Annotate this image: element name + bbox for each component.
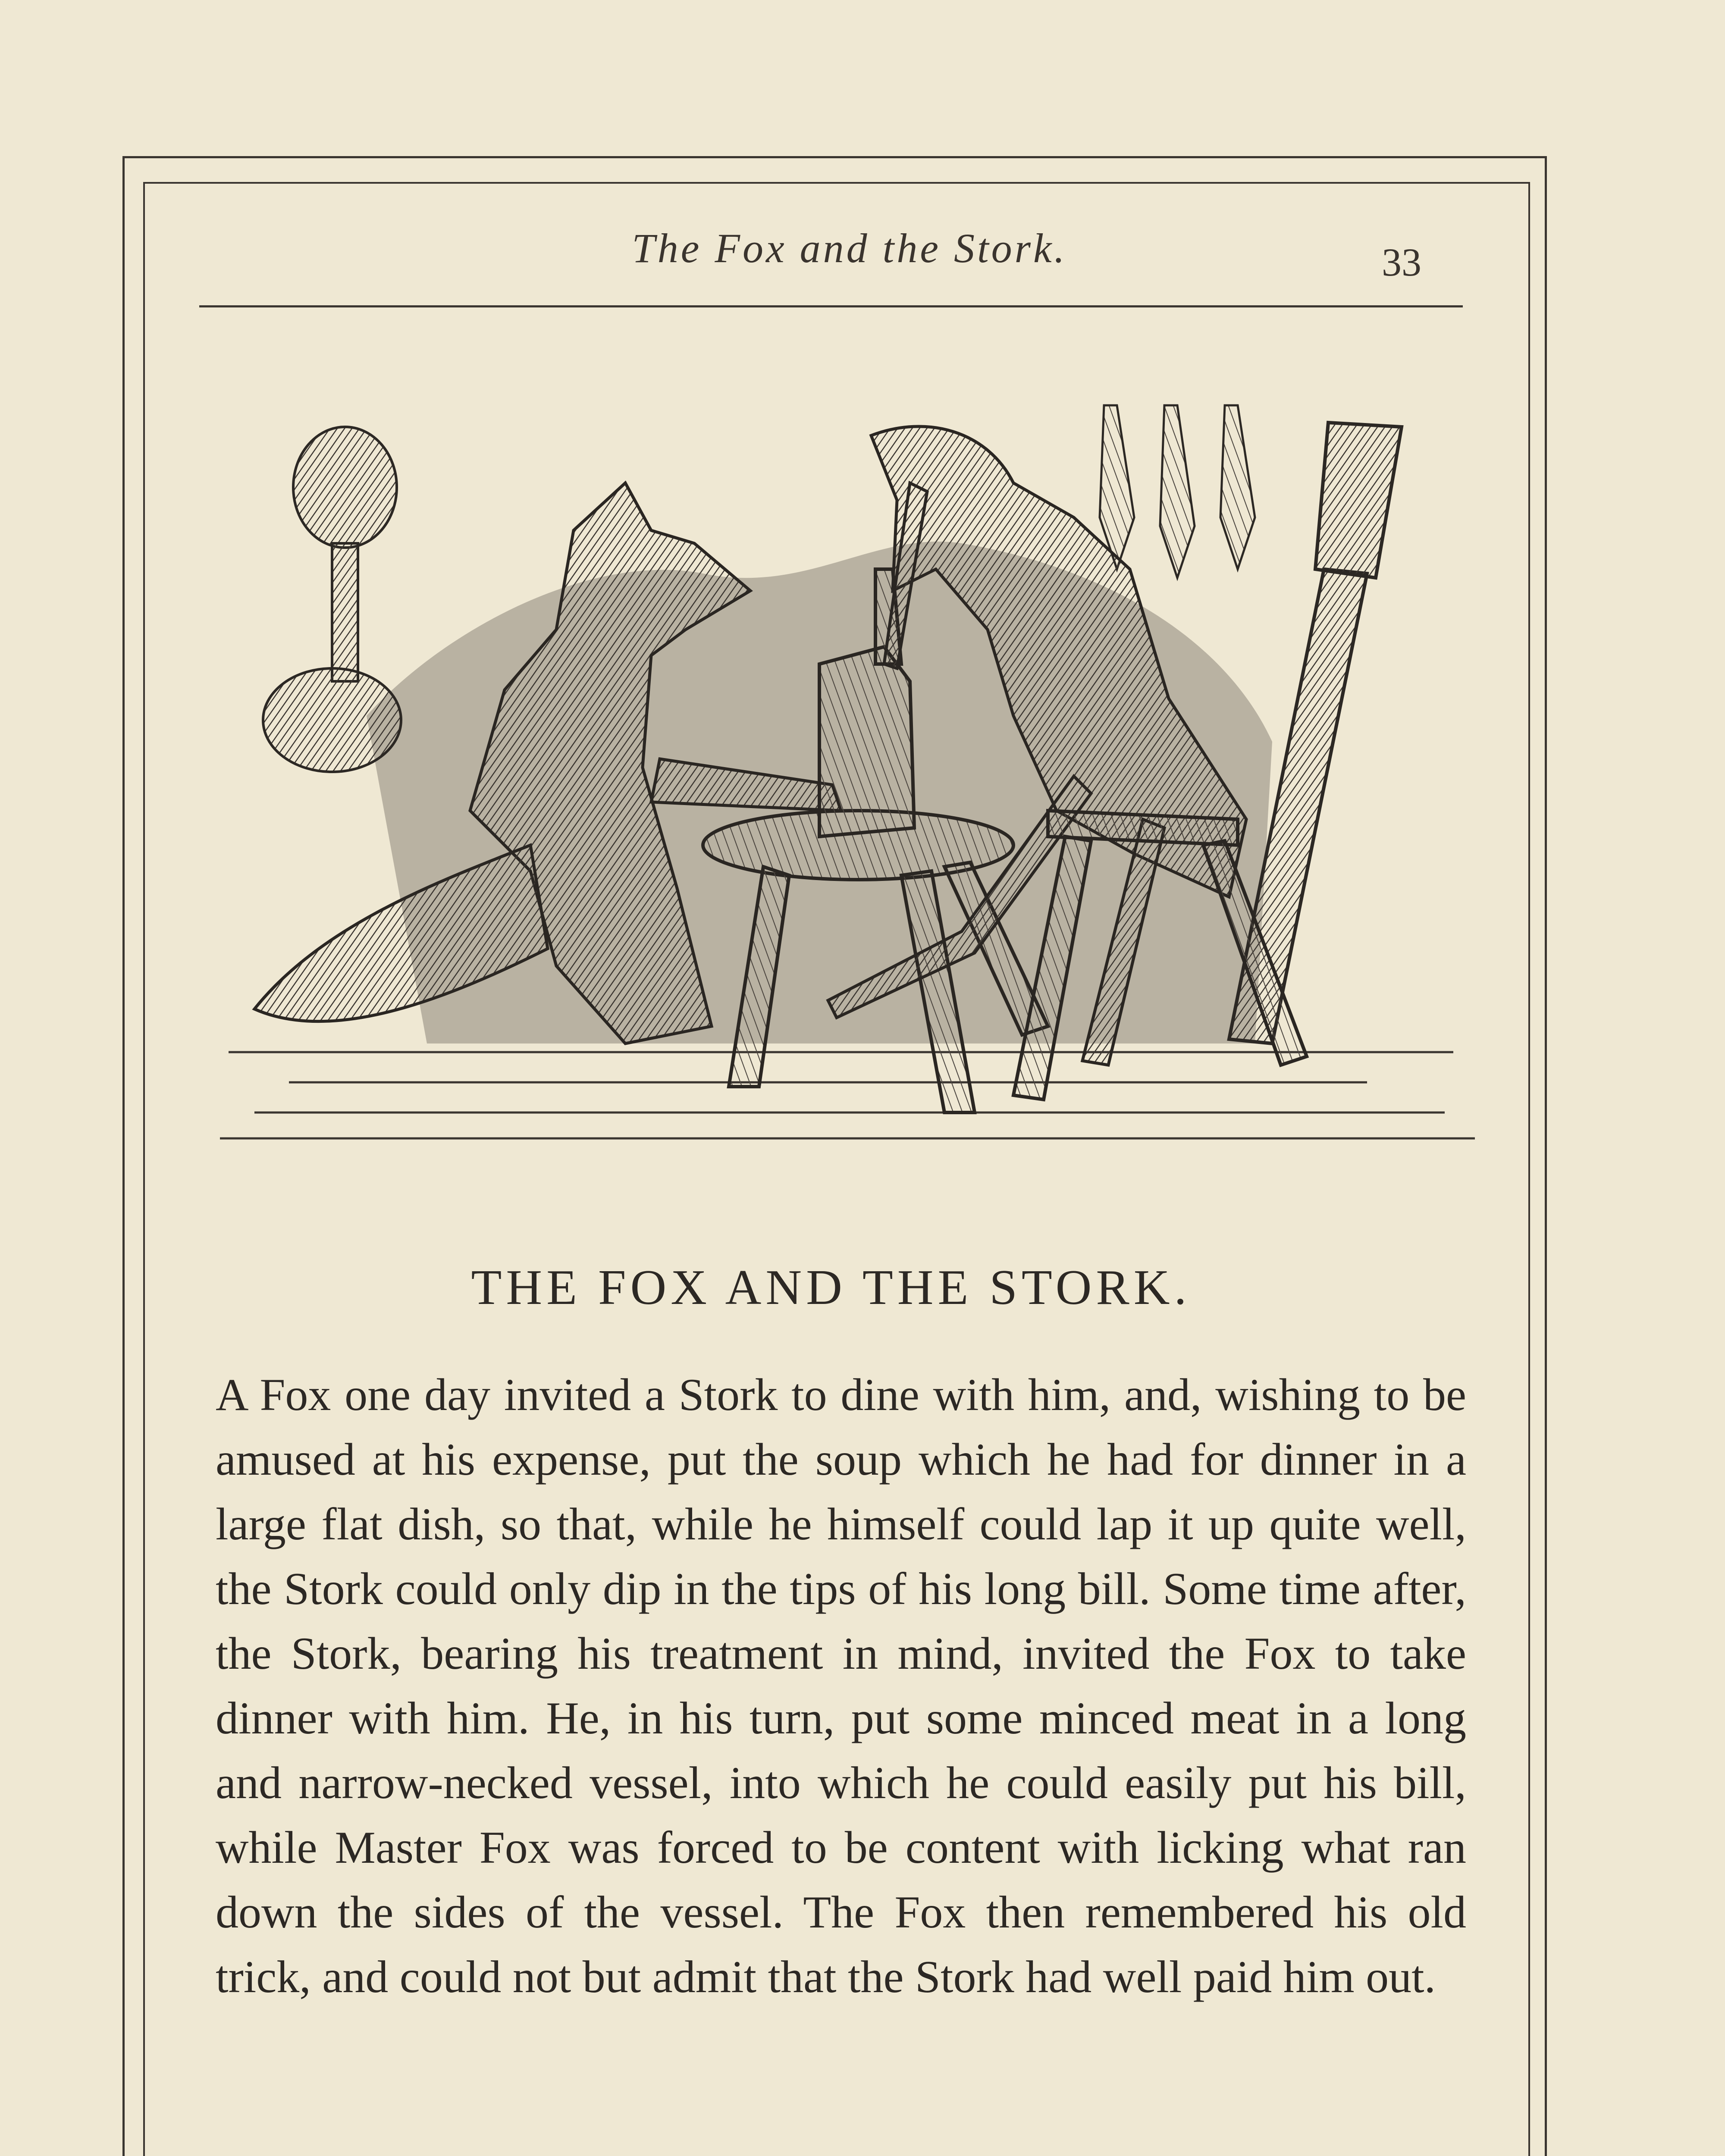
- hanging-pots: [263, 427, 401, 772]
- running-head-rule: [199, 305, 1463, 307]
- fox-and-stork-illustration: [203, 388, 1488, 1173]
- fable-title: THE FOX AND THE STORK.: [471, 1260, 1191, 1315]
- fable-body-text: A Fox one day invited a Stork to dine with him, and, wishing to be amused at his expense, put the soup which he had for dinner in a large flat dish, so that, while he himself could lap it up quite well, the Stork could only dip in the tips of his long bill. Some time after, the Stork, bearing his treatment in mind, invited the Fox to take dinner with him. He, in his turn, put some minced meat in a long and narrow-necked vessel, into which he could easily put his bill, while Master Fox was forced to be content with licking what ran down the sides of the vessel. The Fox then remembered his old trick, and could not but admit that the Stork had well paid him out.: [216, 1369, 1466, 2002]
- running-head-title: The Fox and the Stork.: [632, 225, 1067, 271]
- page-number: 33: [1382, 240, 1421, 284]
